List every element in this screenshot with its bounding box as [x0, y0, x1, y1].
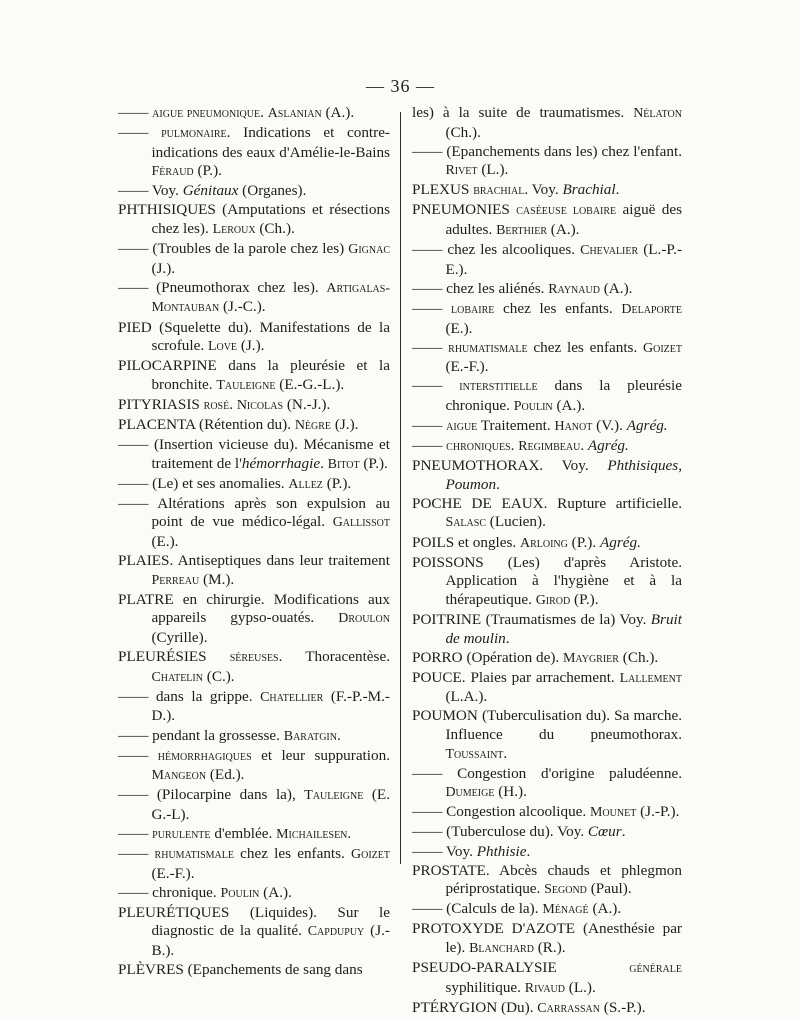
entry-text: —— (Troubles de la parole chez les)	[118, 240, 349, 258]
entry-text: (A.).	[547, 221, 580, 239]
index-entry	[118, 124, 390, 182]
entry-text: (J.-B.).	[151, 922, 390, 960]
entry-text: —— dans la grippe.	[118, 687, 261, 705]
entry-text: lobaire	[451, 301, 495, 317]
entry-text: —— Congestion d'origine paludéenne.	[412, 764, 682, 782]
index-entry	[412, 437, 682, 457]
index-entry	[118, 436, 390, 474]
index-entry	[118, 416, 390, 436]
index-entry	[118, 240, 390, 278]
entry-text: (Organes).	[238, 182, 307, 200]
entry-text: pulmonaire	[161, 126, 227, 142]
index-entry	[412, 900, 682, 920]
entry-text: (P.).	[567, 533, 600, 551]
entry-author: Aslanian	[267, 106, 322, 121]
index-entry	[118, 747, 390, 786]
entry-text: POITRINE (Traumatismes de la) Voy.	[412, 610, 651, 628]
entry-author: Love	[207, 339, 238, 355]
index-entry	[118, 357, 390, 395]
entry-text: PLEXUS	[412, 181, 474, 199]
index-entry	[118, 201, 390, 239]
entry-author: Mounet	[590, 805, 637, 821]
entry-text: .	[510, 437, 519, 455]
entry-text: chroniques	[446, 439, 511, 455]
entry-text: POUCE. Plaies par arrachement.	[412, 668, 620, 686]
entry-text: dans la pleurésie chronique.	[445, 377, 682, 414]
entry-text: (E.-F.).	[151, 864, 195, 882]
entry-text: .	[260, 104, 268, 121]
index-entry	[412, 959, 682, 998]
entry-text: . Voy.	[524, 181, 563, 199]
entry-text: —— Altérations après son expulsion au point de vue médico-légal.	[118, 494, 390, 531]
entry-text: PNEUMONIES	[412, 201, 517, 219]
entry-text: —— (Pneumothorax chez les).	[118, 278, 327, 296]
entry-text: ——	[412, 338, 449, 356]
entry-author: Baratgin	[283, 728, 337, 744]
entry-text: (L.-P.-E.).	[445, 241, 683, 278]
entry-text: —— Congestion alcoolique.	[412, 803, 591, 821]
entry-author: Segond	[544, 882, 587, 898]
entry-text: (C.).	[202, 667, 235, 685]
entry-text: ——	[118, 124, 162, 142]
entry-text: (Ed.).	[206, 766, 245, 784]
entry-text: POCHE DE EAUX. Rupture artificielle.	[412, 494, 682, 512]
entry-text: (P.).	[193, 162, 222, 180]
entry-text: (J.-C.).	[219, 298, 266, 316]
entry-author: Bitot	[327, 456, 360, 472]
entry-text: d'emblée.	[210, 824, 277, 842]
entry-text: (J.-P.).	[636, 803, 680, 821]
entry-text: (J.).	[331, 416, 359, 433]
entry-text: aigue	[446, 419, 478, 434]
entry-text: —— Voy.	[118, 182, 183, 200]
entry-text: .	[336, 726, 341, 744]
index-entry	[412, 669, 682, 707]
entry-author: Blanchard	[469, 941, 534, 957]
entry-text: (M.).	[199, 570, 235, 588]
entry-author: Goizet	[351, 847, 390, 863]
entry-author: Féraud	[151, 164, 194, 180]
entry-author: Arloing	[520, 535, 568, 551]
entry-text: rhumatismale	[448, 340, 528, 356]
entry-text: PITYRIASIS	[118, 395, 204, 413]
index-entry	[412, 339, 682, 377]
entry-text: ——	[118, 824, 153, 842]
entry-author: Allez	[288, 476, 323, 492]
entry-text: PROTOXYDE D'AZOTE (Anesthésie par le).	[412, 920, 682, 957]
entry-text: ——	[412, 299, 452, 317]
index-entry	[412, 377, 682, 416]
entry-text: (A.).	[552, 396, 586, 414]
entry-text: ——	[412, 417, 447, 434]
entry-text: (S.-P.).	[599, 998, 646, 1016]
entry-text: PSEUDO-PARALYSIE	[412, 959, 630, 977]
entry-author: Salasc	[445, 515, 486, 531]
entry-author: Gallissot	[332, 515, 390, 531]
entry-text: (E.-G.-L.).	[275, 375, 345, 393]
index-entry	[118, 552, 390, 590]
entry-text: hémorrhagiques	[157, 748, 252, 764]
entry-text: (J.).	[237, 337, 265, 355]
entry-text: (L.A.).	[445, 688, 488, 706]
entry-author: Hanot	[554, 419, 593, 434]
entry-text: (A.).	[259, 883, 292, 901]
entry-text: (Paul).	[586, 880, 632, 898]
entry-text: .	[621, 823, 626, 841]
entry-text: PLAIES. Antiseptiques dans leur traitement	[118, 552, 390, 570]
entry-text: POISSONS (Les) d'après Aristote. Application à l'hygiène et à la thérapeutique.	[412, 553, 682, 608]
entry-text: (F.-P.-M.-D.).	[151, 687, 390, 725]
entry-text: (Ch.).	[255, 220, 295, 238]
entry-text: (A.).	[588, 900, 622, 918]
index-entry	[412, 649, 682, 669]
entry-text: Bruit de moulin	[445, 610, 682, 647]
entry-text: caséeuse lobaire	[516, 203, 617, 219]
index-entry	[412, 765, 682, 803]
entry-text: —— chez les alcooliques.	[412, 241, 581, 259]
index-entry	[412, 611, 682, 648]
entry-text: —— pendant la grossesse.	[118, 726, 284, 744]
entry-text: . Thoracentèse.	[278, 648, 390, 666]
entry-text: et leur suppuration.	[251, 746, 390, 764]
index-entry	[412, 495, 682, 533]
left-column	[118, 104, 390, 980]
entry-text: (P.).	[359, 454, 388, 472]
entry-text: ——	[412, 437, 447, 455]
entry-author: Dumeige	[445, 785, 495, 801]
entry-author: Goizet	[643, 340, 683, 356]
entry-text: (E.-F.).	[445, 358, 489, 376]
page-number: — 36 —	[366, 76, 435, 96]
entry-author: Michailesen	[276, 826, 348, 842]
entry-text: (A.).	[321, 104, 355, 121]
entry-author: Poulin	[220, 885, 260, 901]
entry-text: Agrég.	[599, 533, 641, 551]
entry-text: Brachial	[562, 181, 616, 199]
entry-text: PLÈVRES (Epanchements de sang dans	[118, 961, 363, 979]
index-entry	[412, 201, 682, 240]
entry-author: Chevalier	[580, 243, 639, 259]
index-entry	[412, 554, 682, 611]
entry-text: PIED (Squelette du). Manifestations de la scrofule.	[118, 318, 390, 355]
entry-text: .	[615, 181, 620, 199]
entry-text: Traitement.	[477, 417, 555, 434]
entry-author: Nélaton	[633, 106, 682, 121]
entry-text: ——	[118, 104, 153, 121]
entry-text: .	[503, 744, 508, 762]
entry-text: PLEURÉSIES	[118, 648, 230, 666]
entry-text: .	[580, 437, 588, 455]
entry-text: (Ch.).	[445, 123, 481, 141]
entry-text: —— (Tuberculose du). Voy.	[412, 823, 588, 841]
entry-text: (J.).	[151, 259, 176, 277]
entry-text: .	[505, 629, 510, 647]
entry-author: Lallement	[619, 670, 682, 686]
entry-text: PROSTATE. Abcès chauds et phlegmon périprostatique.	[412, 861, 682, 898]
entry-text: PHTHISIQUES (Amputations et résections chez les).	[118, 201, 390, 238]
entry-text: PILOCARPINE dans la pleurésie et la bronchite.	[118, 357, 390, 393]
index-entry	[118, 648, 390, 687]
index-entry	[412, 862, 682, 900]
index-entry	[412, 417, 682, 437]
index-entry	[118, 182, 390, 201]
index-entry	[118, 396, 390, 416]
entry-text: (R.).	[533, 939, 566, 957]
entry-text: —— (Calculs de la).	[412, 900, 543, 918]
entry-text: PLACENTA (Rétention du).	[118, 416, 295, 433]
entry-text: POUMON (Tuberculisation du). Sa marche. Influence du pneumothorax.	[412, 707, 682, 743]
entry-author: Gignac	[348, 242, 390, 258]
entry-author: Chatellier	[260, 689, 324, 705]
entry-author: Tauleigne	[216, 377, 276, 393]
column-divider	[400, 112, 401, 864]
entry-text: PLATRE en chirurgie. Modifications aux appareils gypso-ouatés.	[118, 590, 390, 627]
entry-text: séreuses	[229, 650, 279, 666]
entry-text: PTÉRYGION (Du).	[412, 998, 538, 1016]
entry-text: générale	[629, 961, 682, 977]
entry-author: Artigalas-Montauban	[151, 280, 390, 316]
entry-author: Toussaint	[445, 746, 504, 762]
entry-author: Poulin	[513, 398, 553, 414]
entry-author: Carrassan	[537, 1000, 600, 1016]
index-entry	[412, 280, 682, 300]
entry-author: Nègre	[294, 418, 332, 433]
entry-text: PNEUMOTHORAX. Voy.	[412, 457, 608, 475]
entry-text: aigue pneumonique	[152, 106, 261, 121]
entry-text: (Lucien).	[486, 513, 546, 531]
entry-text: .	[347, 824, 352, 842]
entry-author: Rivet	[445, 163, 478, 179]
entry-text: (L.).	[477, 161, 509, 179]
entry-text: —— Voy.	[412, 842, 477, 860]
entry-text: ——	[118, 845, 155, 863]
index-entry	[412, 181, 682, 201]
index-entry	[412, 920, 682, 958]
entry-text: aiguë des adultes.	[445, 201, 682, 239]
index-entry	[118, 591, 390, 648]
entry-text: rhumatismale	[154, 847, 234, 863]
entry-text: —— (Le) et ses anomalies.	[118, 474, 289, 492]
entry-text: (V.).	[592, 417, 627, 434]
index-entry	[118, 104, 390, 124]
right-column	[412, 104, 682, 1019]
entry-author: Maygrier	[563, 650, 619, 666]
entry-text: .	[526, 842, 531, 860]
index-entry	[118, 961, 390, 980]
entry-author: Droulon	[338, 611, 390, 627]
entry-text: (Ch.).	[618, 648, 659, 666]
entry-author: Capdupuy	[307, 924, 365, 940]
index-entry	[118, 495, 390, 552]
entry-text: (Cyrille).	[151, 629, 208, 647]
entry-text: —— chronique.	[118, 883, 221, 901]
entry-text: Agrég.	[587, 437, 629, 455]
entry-text: (N.-J.).	[283, 395, 331, 413]
entry-text: (A.).	[599, 279, 633, 297]
entry-text: Cœur	[587, 823, 622, 841]
entry-text: PLEURÉTIQUES (Liquides). Sur le diagnostic de la qualité.	[118, 903, 390, 940]
entry-text: purulente	[152, 826, 211, 842]
entry-text: (L.).	[565, 978, 596, 996]
index-entry	[412, 104, 682, 142]
index-entry	[118, 845, 390, 883]
index-entry	[118, 825, 390, 845]
index-entry	[118, 904, 390, 961]
entry-text: (H.).	[494, 783, 527, 801]
entry-text: PORRO (Opération de).	[412, 648, 564, 666]
entry-author: Raynaud	[548, 281, 600, 297]
entry-author: Perreau	[151, 572, 200, 588]
index-entry	[118, 884, 390, 904]
entry-text: ——	[118, 746, 158, 764]
entry-text: (P.).	[322, 474, 352, 492]
entry-text: Agrég.	[626, 417, 668, 434]
entry-text: —— chez les aliénés.	[412, 279, 549, 297]
entry-text: les) à la suite de traumatismes.	[412, 104, 634, 121]
entry-author: Tauleigne	[304, 788, 364, 804]
index-entry	[118, 319, 390, 357]
entry-text: —— (Insertion vicieuse du). Mécanisme et traitement de l'	[118, 436, 390, 472]
entry-text: .	[320, 454, 328, 472]
entry-text: chez les enfants.	[527, 338, 644, 356]
entry-text: .	[496, 475, 500, 493]
index-entry	[412, 300, 682, 338]
entry-text: brachial	[473, 183, 525, 199]
index-entry	[412, 457, 682, 494]
entry-author: Nicolas	[236, 397, 284, 413]
entry-text: ——	[412, 377, 460, 395]
index-entry	[412, 823, 682, 842]
index-entry	[118, 786, 390, 824]
index-entry	[412, 707, 682, 764]
entry-author: Delaporte	[621, 301, 683, 317]
index-entry	[118, 727, 390, 747]
entry-text: rosé	[203, 397, 230, 413]
entry-author: Ménagé	[542, 902, 589, 918]
index-entry	[412, 803, 682, 823]
entry-text: (P.).	[570, 590, 599, 608]
entry-text: POILS et ongles.	[412, 533, 520, 551]
entry-author: Berthier	[496, 223, 547, 239]
entry-author: Girod	[535, 592, 571, 608]
entry-text: chez les enfants.	[234, 845, 352, 863]
entry-text: (E.).	[151, 533, 179, 551]
entry-text: syphilitique.	[445, 978, 525, 996]
entry-text: . Indications et contre-indications des eaux d'Amélie-le-Bains	[151, 124, 390, 161]
entry-text: Phthisiques, Poumon	[445, 457, 682, 493]
entry-text: —— (Epanchements dans les) chez l'enfant.	[412, 142, 682, 160]
index-entry	[412, 534, 682, 554]
index-entry	[412, 843, 682, 862]
entry-author: Rivaud	[524, 980, 565, 996]
index-entry	[412, 143, 682, 181]
entry-text: interstitielle	[459, 379, 538, 395]
entry-author: Regimbeau	[518, 439, 581, 455]
entry-author: Leroux	[212, 222, 256, 238]
entry-text: Phthisie	[476, 842, 527, 860]
entry-text: .	[229, 395, 237, 413]
entry-text: (E. G.-L).	[151, 786, 390, 823]
entry-text: —— (Pilocarpine dans la),	[118, 786, 305, 804]
entry-text: chez les enfants.	[494, 299, 622, 317]
index-entry	[118, 475, 390, 495]
entry-author: Mangeon	[151, 768, 207, 784]
index-entry	[412, 999, 682, 1019]
entry-text: (E.).	[445, 319, 473, 337]
entry-author: Chatelin	[151, 669, 203, 685]
index-entry	[412, 241, 682, 279]
entry-text: Génitaux	[182, 182, 239, 200]
index-entry	[118, 279, 390, 318]
entry-text: hémorrhagie	[241, 454, 321, 472]
index-entry	[118, 688, 390, 726]
